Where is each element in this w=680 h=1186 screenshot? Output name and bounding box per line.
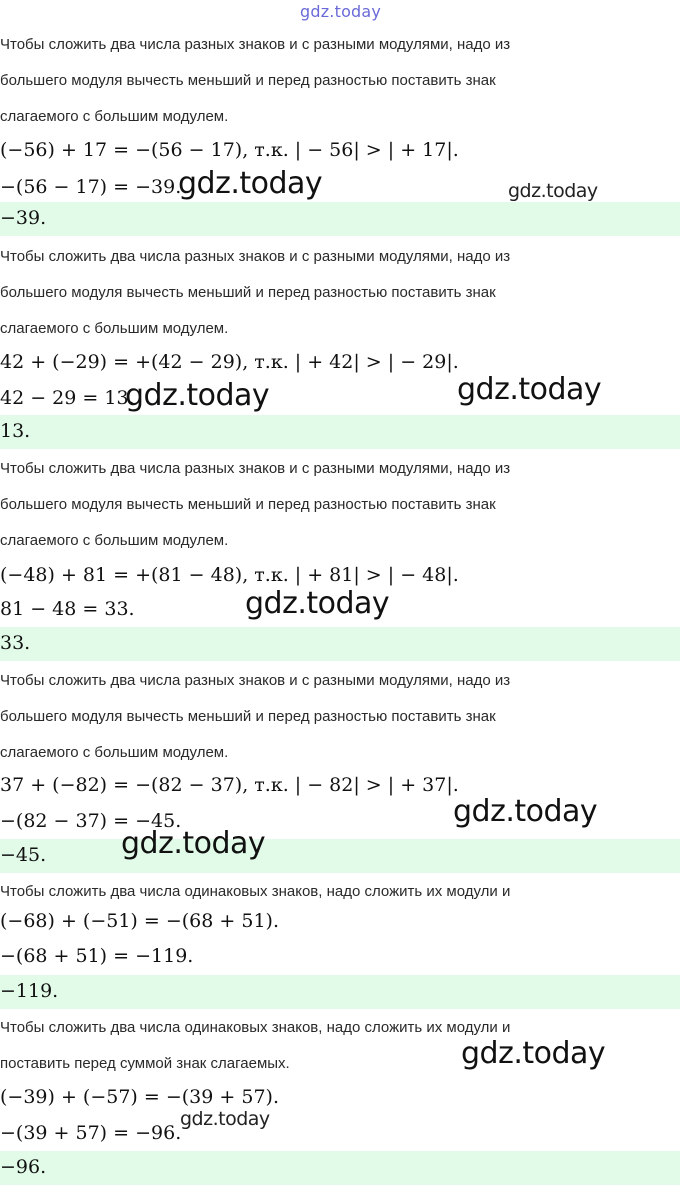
equation-line: 37 + (−82) = −(82 − 37), т.к. | − 82| > | + 37|. [0,774,459,796]
rule-text-line: большего модуля вычесть меньший и перед разностью поставить знак [0,284,496,301]
rule-text-line: слагаемого с большим модулем. [0,108,229,125]
rule-text-line: Чтобы сложить два числа разных знаков и с разными модулями, надо из [0,460,511,477]
answer-bar [0,1151,680,1185]
equation-line: −(56 − 17) = −39. [0,176,182,198]
rule-text-line: поставить перед суммой знак слагаемых. [0,1055,290,1072]
watermark: gdz.today [461,1036,606,1071]
watermark: gdz.today [121,826,266,861]
rule-text-line: большего модуля вычесть меньший и перед разностью поставить знак [0,708,496,725]
equation-line: 81 − 48 = 33. [0,598,135,620]
rule-text-line: Чтобы сложить два числа разных знаков и с разными модулями, надо из [0,36,511,53]
equation-line: −(68 + 51) = −119. [0,945,194,967]
rule-text-line: большего модуля вычесть меньший и перед разностью поставить знак [0,496,496,513]
rule-text-line: Чтобы сложить два числа одинаковых знаков, надо сложить их модули и [0,883,511,900]
watermark: gdz.today [453,794,598,829]
equation-line: (−68) + (−51) = −(68 + 51). [0,910,279,932]
equation-line: −(39 + 57) = −96. [0,1122,182,1144]
header-watermark: gdz.today [300,2,382,21]
answer-value: −119. [0,980,59,1002]
rule-text-line: Чтобы сложить два числа одинаковых знаков, надо сложить их модули и [0,1019,511,1036]
answer-bar [0,839,680,873]
answer-value: −96. [0,1156,47,1178]
answer-bar [0,627,680,661]
equation-line: −(82 − 37) = −45. [0,810,182,832]
answer-bar [0,202,680,236]
rule-text-line: большего модуля вычесть меньший и перед разностью поставить знак [0,72,496,89]
equation-line: (−39) + (−57) = −(39 + 57). [0,1086,279,1108]
equation-line: 42 − 29 = 13. [0,387,135,409]
rule-text-line: слагаемого с большим модулем. [0,744,229,761]
watermark: gdz.today [180,1108,270,1130]
watermark: gdz.today [125,378,270,413]
rule-text-line: Чтобы сложить два числа разных знаков и с разными модулями, надо из [0,248,511,265]
rule-text-line: слагаемого с большим модулем. [0,532,229,549]
watermark: gdz.today [457,372,602,407]
watermark: gdz.today [178,166,323,201]
answer-bar [0,975,680,1009]
rule-text-line: Чтобы сложить два числа разных знаков и с разными модулями, надо из [0,672,511,689]
equation-line: (−48) + 81 = +(81 − 48), т.к. | + 81| > | − 48|. [0,564,459,586]
rule-text-line: слагаемого с большим модулем. [0,320,229,337]
equation-line: (−56) + 17 = −(56 − 17), т.к. | − 56| > | + 17|. [0,139,459,161]
watermark: gdz.today [245,586,390,621]
watermark: gdz.today [508,180,598,202]
answer-bar [0,415,680,449]
answer-value: −39. [0,207,47,229]
answer-value: 33. [0,632,31,654]
equation-line: 42 + (−29) = +(42 − 29), т.к. | + 42| > | − 29|. [0,351,459,373]
answer-value: −45. [0,844,47,866]
answer-value: 13. [0,420,31,442]
